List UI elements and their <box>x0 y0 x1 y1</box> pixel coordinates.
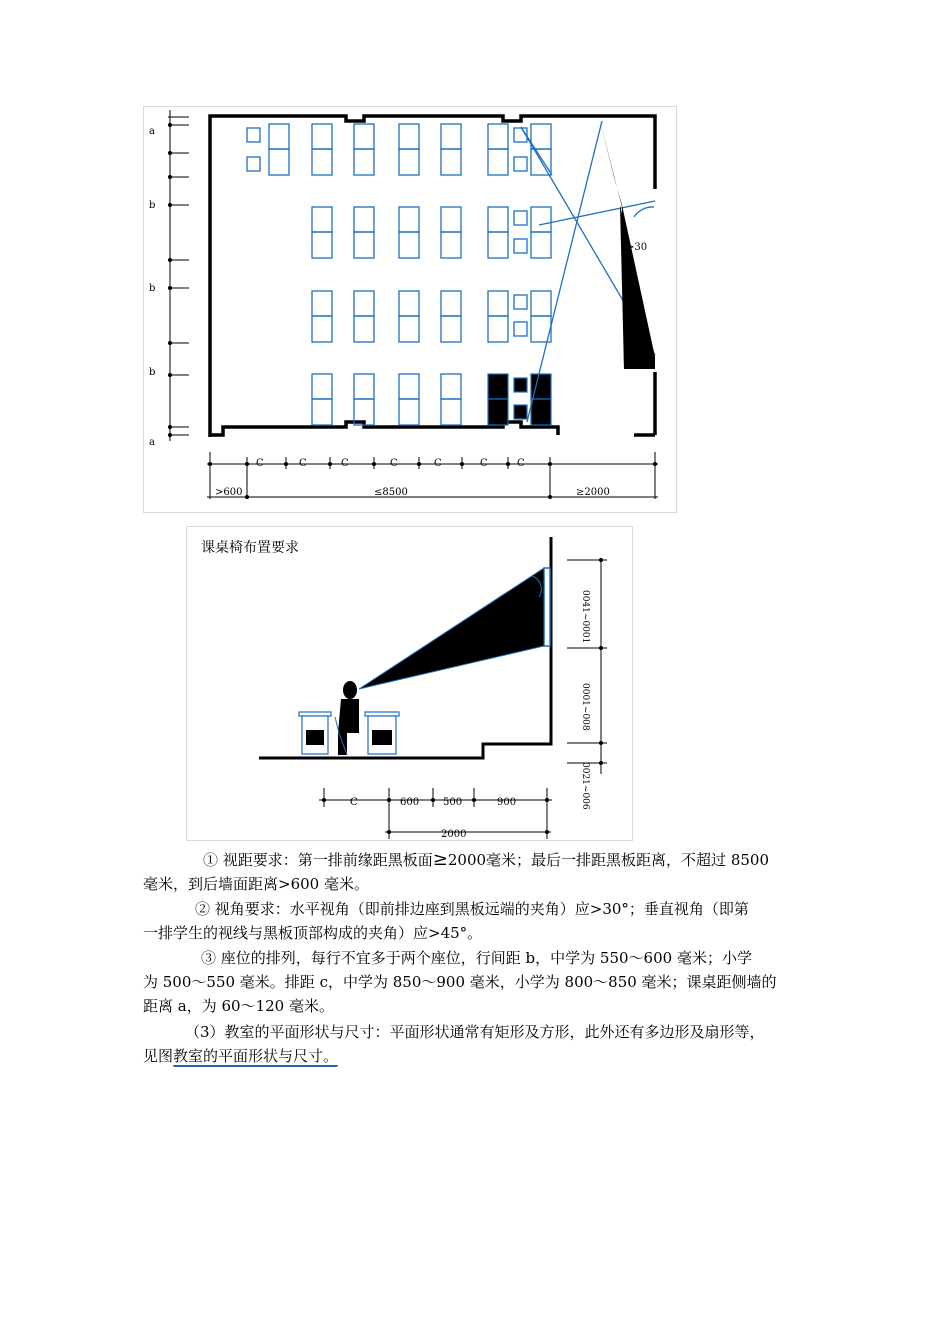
classroom-section-figure <box>186 526 633 841</box>
dim-c-5: C <box>434 458 442 469</box>
dim-900: 900 <box>497 797 517 808</box>
paragraph-seat-arrangement <box>143 946 808 1018</box>
paragraph-viewing-distance-line1: ① 视距要求：第一排前缘距黑板面≥2000毫米；最后一排距黑板距离，不超过 8500 <box>203 849 769 870</box>
paragraph-seat-arrangement-line2: 为 500～550 毫米。排距 c，中学为 850～900 毫米，小学为 800～850 毫米；课桌距侧墙的 <box>143 973 777 991</box>
dim-c-4: C <box>390 458 398 469</box>
classroom-plan-drawing <box>144 107 678 514</box>
left-dimension-line <box>168 110 189 441</box>
dim-2000: 2000 <box>441 829 467 840</box>
paragraph-viewing-distance <box>143 848 808 896</box>
walls <box>210 116 655 437</box>
horizontal-angle-label: >30 <box>626 242 648 253</box>
paragraph-viewing-angle-line1: ② 视角要求：水平视角（即前排边座到黑板远端的夹角）应>30°；垂直视角（即第 <box>195 900 749 918</box>
classroom-plan-figure <box>143 106 677 513</box>
dim-platform: 0021~006 <box>580 762 590 810</box>
paragraph-plan-shape <box>143 1020 808 1068</box>
paragraph-viewing-distance-line2: 毫米，到后墙面距离>600 毫米。 <box>143 875 369 893</box>
dim-b-1: b <box>149 200 156 211</box>
section-bottom-dimensions <box>319 788 552 839</box>
paragraph-plan-shape-line2: 见图教室的平面形状与尺寸。 <box>143 1047 339 1065</box>
dim-c-6: C <box>480 458 488 469</box>
paragraph-seat-arrangement-line1: ③ 座位的排列，每行不宜多于两个座位，行间距 b，中学为 550～600 毫米；小学 <box>201 949 752 967</box>
front-desks-highlighted <box>488 374 551 425</box>
plan-shape-link[interactable]: 教室的平面形状与尺寸。 <box>173 1047 339 1065</box>
figure-caption: 课桌椅布置要求 <box>201 540 299 556</box>
dim-500: 500 <box>443 797 463 808</box>
dim-b-2: b <box>149 283 156 294</box>
dim-c-2: C <box>299 458 307 469</box>
dim-front-distance: ≥2000 <box>576 487 610 498</box>
sight-cone <box>359 568 544 689</box>
paragraph-viewing-angle <box>143 897 808 945</box>
dim-rear-distance: >600 <box>215 487 243 498</box>
dim-max-distance: ≤8500 <box>374 487 408 498</box>
dim-c-3: C <box>341 458 349 469</box>
blackboard <box>544 568 550 646</box>
dim-board-bottom: 0001~008 <box>580 683 590 731</box>
dim-c: C <box>350 797 358 808</box>
student-silhouette <box>335 681 359 755</box>
paragraph-viewing-angle-line2: 一排学生的视线与黑板顶部构成的夹角）应>45°。 <box>143 924 483 942</box>
classroom-section-drawing <box>187 527 634 842</box>
dim-c-7: C <box>517 458 525 469</box>
paragraph-plan-shape-line1: （3）教室的平面形状与尺寸：平面形状通常有矩形及方形，此外还有多边形及扇形等， <box>185 1023 765 1041</box>
dim-c-1: C <box>256 458 264 469</box>
dim-a-bottom: a <box>149 437 155 448</box>
dim-board-height: 0041~0001 <box>580 590 590 644</box>
paragraph-seat-arrangement-line3: 距离 a，为 60～120 毫米。 <box>143 997 334 1015</box>
dim-a-top: a <box>149 126 155 137</box>
dim-600: 600 <box>400 797 420 808</box>
dim-b-3: b <box>149 367 156 378</box>
